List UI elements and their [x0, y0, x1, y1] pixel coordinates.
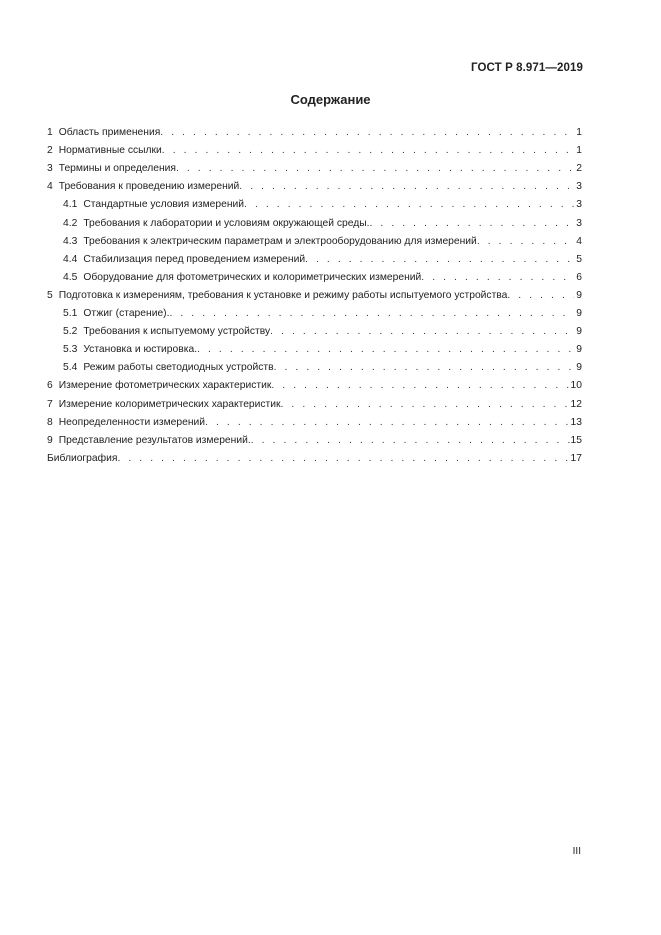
- toc-entry-number: 5.4: [63, 362, 78, 374]
- toc-entry-page: 3: [576, 199, 582, 211]
- toc-entry-title: Представление результатов измерений.: [58, 434, 251, 446]
- table-of-contents: [47, 121, 582, 465]
- toc-entry-page: 9: [576, 308, 582, 320]
- toc-entry-page: 1: [576, 145, 582, 157]
- toc-leader-dots: [270, 325, 574, 338]
- toc-leader-dots: [305, 253, 574, 266]
- toc-entry[interactable]: [47, 157, 582, 175]
- toc-entry-title: Режим работы светодиодных устройств: [83, 362, 274, 374]
- toc-entry-title: Область применения: [58, 127, 161, 139]
- toc-entry-number: 7: [47, 398, 53, 410]
- toc-leader-dots: [176, 162, 574, 175]
- toc-leader-dots: [197, 343, 574, 356]
- toc-entry-number: 4: [47, 181, 53, 193]
- toc-leader-dots: [271, 379, 570, 392]
- toc-entry-title: Нормативные ссылки: [58, 145, 162, 157]
- toc-leader-dots: [162, 144, 574, 157]
- toc-subentry[interactable]: [47, 266, 582, 284]
- toc-entry-number: 5.1: [63, 308, 78, 320]
- toc-entry-page: 12: [570, 398, 582, 410]
- toc-entry[interactable]: [47, 284, 582, 302]
- toc-leader-dots: [169, 307, 574, 320]
- toc-entry-number: 1: [47, 127, 53, 139]
- toc-subentry[interactable]: [47, 302, 582, 320]
- toc-leader-dots: [239, 180, 574, 193]
- toc-entry-page: 17: [570, 452, 582, 464]
- toc-entry-page: 3: [576, 217, 582, 229]
- toc-entry-page: 10: [570, 380, 582, 392]
- toc-leader-dots: [507, 289, 574, 302]
- toc-entry-number: 2: [47, 145, 53, 157]
- toc-entry-number: 5: [47, 289, 53, 301]
- toc-entry-title: Отжиг (старение).: [83, 308, 170, 320]
- toc-entry[interactable]: [47, 411, 582, 429]
- toc-entry-page: 9: [576, 344, 582, 356]
- toc-entry-page: 15: [570, 434, 582, 446]
- toc-entry[interactable]: [47, 429, 582, 447]
- toc-entry-title: Термины и определения: [58, 163, 176, 175]
- toc-entry-page: 4: [576, 235, 582, 247]
- toc-entry-number: 8: [47, 416, 53, 428]
- toc-entry-title: Неопределенности измерений: [58, 416, 206, 428]
- toc-entry[interactable]: [47, 175, 582, 193]
- toc-entry-page: 3: [576, 181, 582, 193]
- toc-entry-title: Измерение фотометрических характеристик: [58, 380, 272, 392]
- toc-entry-page: 13: [570, 416, 582, 428]
- toc-subentry[interactable]: [47, 230, 582, 248]
- toc-subentry[interactable]: [47, 356, 582, 374]
- toc-leader-dots: [421, 271, 574, 284]
- toc-entry-title: Библиография: [47, 452, 118, 464]
- toc-entry-title: Стандартные условия измерений: [83, 199, 245, 211]
- toc-leader-dots: [251, 434, 571, 447]
- toc-entry-number: 4.5: [63, 271, 78, 283]
- document-code: ГОСТ Р 8.971—2019: [471, 62, 583, 74]
- page-number: III: [572, 846, 581, 857]
- toc-title: Содержание: [290, 92, 371, 107]
- toc-entry-page: 6: [576, 271, 582, 283]
- toc-entry-page: 9: [576, 289, 582, 301]
- toc-entry-number: 5.2: [63, 326, 78, 338]
- toc-entry-page: 2: [576, 163, 582, 175]
- toc-entry-title: Требования к лаборатории и условиям окружающей среды.: [83, 217, 370, 229]
- toc-leader-dots: [370, 217, 575, 230]
- toc-entry-title: Измерение колориметрических характеристик: [58, 398, 281, 410]
- toc-entry-title: Оборудование для фотометрических и колориметрических измерений: [83, 271, 422, 283]
- toc-subentry[interactable]: [47, 211, 582, 229]
- toc-entry-title: Стабилизация перед проведением измерений: [83, 253, 306, 265]
- toc-subentry[interactable]: [47, 193, 582, 211]
- toc-entry[interactable]: [47, 374, 582, 392]
- toc-entry-title: Требования к проведению измерений: [58, 181, 240, 193]
- toc-entry-number: 4.3: [63, 235, 78, 247]
- toc-entry[interactable]: [47, 139, 582, 157]
- toc-subentry[interactable]: [47, 320, 582, 338]
- toc-entry-number: 9: [47, 434, 53, 446]
- toc-leader-dots: [281, 398, 571, 411]
- toc-entry-title: Установка и юстировка.: [83, 344, 198, 356]
- toc-subentry[interactable]: [47, 248, 582, 266]
- toc-entry-number: 4.2: [63, 217, 78, 229]
- toc-leader-dots: [244, 198, 574, 211]
- toc-entry-number: 4.1: [63, 199, 78, 211]
- toc-leader-dots: [160, 126, 574, 139]
- toc-entry-bibliography[interactable]: [47, 447, 582, 465]
- toc-entry-page: 9: [576, 326, 582, 338]
- toc-leader-dots: [274, 361, 574, 374]
- toc-entry[interactable]: [47, 121, 582, 139]
- toc-subentry[interactable]: [47, 338, 582, 356]
- toc-entry[interactable]: [47, 392, 582, 410]
- toc-entry-page: 9: [576, 362, 582, 374]
- toc-entry-title: Требования к испытуемому устройству: [83, 326, 271, 338]
- toc-entry-title: Требования к электрическим параметрам и электрооборудованию для измерений: [83, 235, 477, 247]
- toc-entry-number: 4.4: [63, 253, 78, 265]
- toc-entry-page: 5: [576, 253, 582, 265]
- toc-leader-dots: [117, 452, 570, 465]
- toc-entry-number: 5.3: [63, 344, 78, 356]
- toc-leader-dots: [477, 235, 574, 248]
- toc-entry-number: 6: [47, 380, 53, 392]
- toc-leader-dots: [205, 416, 570, 429]
- toc-entry-page: 1: [576, 127, 582, 139]
- toc-entry-number: 3: [47, 163, 53, 175]
- toc-entry-title: Подготовка к измерениям, требования к установке и режиму работы испытуемого устройства: [58, 289, 508, 301]
